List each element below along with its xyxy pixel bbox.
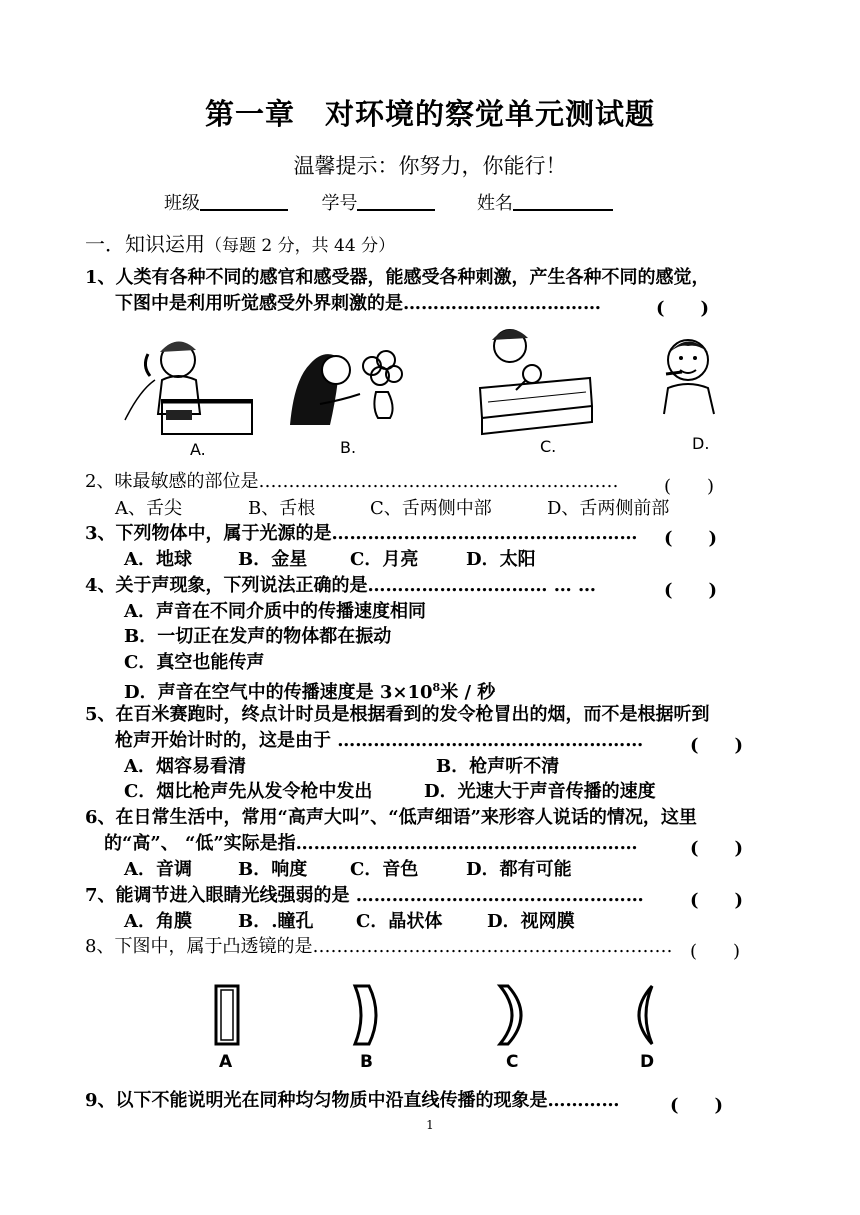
smelling-flowers-icon — [280, 330, 420, 430]
q6-option-a: A．音调 — [124, 859, 192, 880]
id-label: 学号 — [321, 193, 358, 214]
q1-figure-d-label: D. — [692, 434, 710, 453]
name-label: 姓名 — [476, 193, 513, 214]
q3-option-c: C．月亮 — [350, 549, 419, 570]
q7-option-d: D．视网膜 — [487, 911, 575, 932]
id-blank[interactable] — [357, 191, 435, 211]
q5-answer-paren[interactable]: ( ) — [690, 735, 744, 756]
q6-line1: 6、在日常生活中，常用“高声大叫”、“低声细语”来形容人说话的情况，这里 — [85, 807, 697, 828]
encouragement-tip: 温馨提示：你努力，你能行！ — [293, 154, 567, 178]
q7-option-a: A．角膜 — [124, 911, 192, 932]
q4-answer-paren[interactable]: ( ) — [664, 580, 718, 601]
plano-convex-lens-icon — [622, 982, 672, 1048]
q5-option-c: C．烟比枪声先从发令枪中发出 — [124, 781, 373, 802]
q4-option-d-suffix: 米 / 秒 — [440, 682, 496, 703]
q1-line1: 1、人类有各种不同的感官和感受器，能感受各种刺激，产生各种不同的感觉， — [85, 267, 710, 288]
q1-line2: 下图中是利用听觉感受外界刺激的是…………………………… — [115, 293, 601, 314]
meniscus-lens-icon — [490, 982, 540, 1048]
q8-stem: 8、下图中，属于凸透镜的是…………………………………………………… — [85, 936, 673, 957]
q4-option-b: B．一切正在发声的物体都在振动 — [124, 626, 392, 647]
q4-option-a: A．声音在不同介质中的传播速度相同 — [124, 601, 426, 622]
page-title: 第一章 对环境的察觉单元测试题 — [204, 97, 655, 131]
q8-lens-c-label: C — [506, 1052, 519, 1072]
q7-answer-paren[interactable]: ( ) — [690, 890, 744, 911]
q5-option-d: D．光速大于声音传播的速度 — [424, 781, 656, 802]
q5-option-b: B．枪声听不清 — [436, 756, 560, 777]
magnifier-reader-icon — [470, 322, 600, 438]
q2-option-d: D、舌两侧前部 — [547, 498, 670, 519]
q6-line2: 的“高”、 “低”实际是指………………………………………………… — [104, 833, 638, 854]
q9-stem: 9、以下不能说明光在同种均匀物质中沿直线传播的现象是………… — [85, 1090, 620, 1111]
q7-option-b: B．.瞳孔 — [238, 911, 314, 932]
q3-option-a: A．地球 — [124, 549, 192, 570]
q4-option-d-prefix: D．声音在空气中的传播速度是 3×10 — [124, 682, 433, 703]
q1-figure-a-label: A. — [190, 440, 206, 459]
q2-stem: 2、味最敏感的部位是…………………………………………………… — [85, 471, 619, 492]
q2-option-a: A、舌尖 — [115, 498, 182, 519]
q1-figure-b-label: B. — [340, 438, 357, 457]
q4-option-d-exponent: 8 — [432, 681, 441, 694]
q4-stem: 4、关于声现象，下列说法正确的是………………………… … … — [85, 575, 597, 596]
section-title: 一．知识运用 — [85, 232, 205, 256]
q8-answer-paren[interactable]: ( ) — [690, 941, 741, 962]
q3-option-b: B．金星 — [238, 549, 308, 570]
q8-lens-a-label: A — [219, 1052, 233, 1072]
q2-answer-paren[interactable]: ( ) — [664, 476, 715, 497]
name-blank[interactable] — [513, 191, 613, 211]
q5-option-a: A．烟容易看清 — [124, 756, 246, 777]
concave-convex-lens-icon — [345, 982, 395, 1048]
q4-option-c: C．真空也能传声 — [124, 652, 265, 673]
q3-option-d: D．太阳 — [466, 549, 536, 570]
q4-option-d — [124, 676, 495, 705]
class-label: 班级 — [164, 193, 200, 214]
parallel-plate-lens-icon — [205, 982, 255, 1048]
q3-answer-paren[interactable]: ( ) — [664, 528, 718, 549]
q2-option-c: C、舌两侧中部 — [370, 498, 492, 519]
q6-option-b: B．响度 — [238, 859, 308, 880]
q1-answer-paren[interactable]: ( ) — [656, 298, 710, 319]
student-info-row — [164, 189, 613, 215]
telephone-listener-icon — [120, 330, 260, 440]
q7-option-c: C．晶状体 — [356, 911, 443, 932]
q9-answer-paren[interactable]: ( ) — [670, 1095, 724, 1116]
q8-lens-b-label: B — [360, 1052, 373, 1072]
class-blank[interactable] — [200, 191, 288, 211]
page-number: 1 — [426, 1118, 434, 1132]
q5-line1: 5、在百米赛跑时，终点计时员是根据看到的发令枪冒出的烟，而不是根据听到 — [85, 704, 710, 725]
section-heading — [85, 228, 395, 257]
q8-lens-d-label: D — [640, 1052, 655, 1072]
q6-option-c: C．音色 — [350, 859, 419, 880]
q7-stem: 7、能调节进入眼睛光线强弱的是 ………………………………………… — [85, 885, 644, 906]
q3-stem: 3、下列物体中，属于光源的是…………………………………………… — [85, 523, 638, 544]
q6-answer-paren[interactable]: ( ) — [690, 838, 744, 859]
q1-figure-c-label: C. — [540, 437, 557, 456]
section-points: （每题 2 分，共 44 分） — [205, 236, 396, 256]
eating-boy-icon — [648, 330, 728, 416]
q6-option-d: D．都有可能 — [466, 859, 572, 880]
q5-line2: 枪声开始计时的，这是由于 …………………………………………… — [115, 730, 644, 751]
q2-option-b: B、舌根 — [248, 498, 316, 519]
